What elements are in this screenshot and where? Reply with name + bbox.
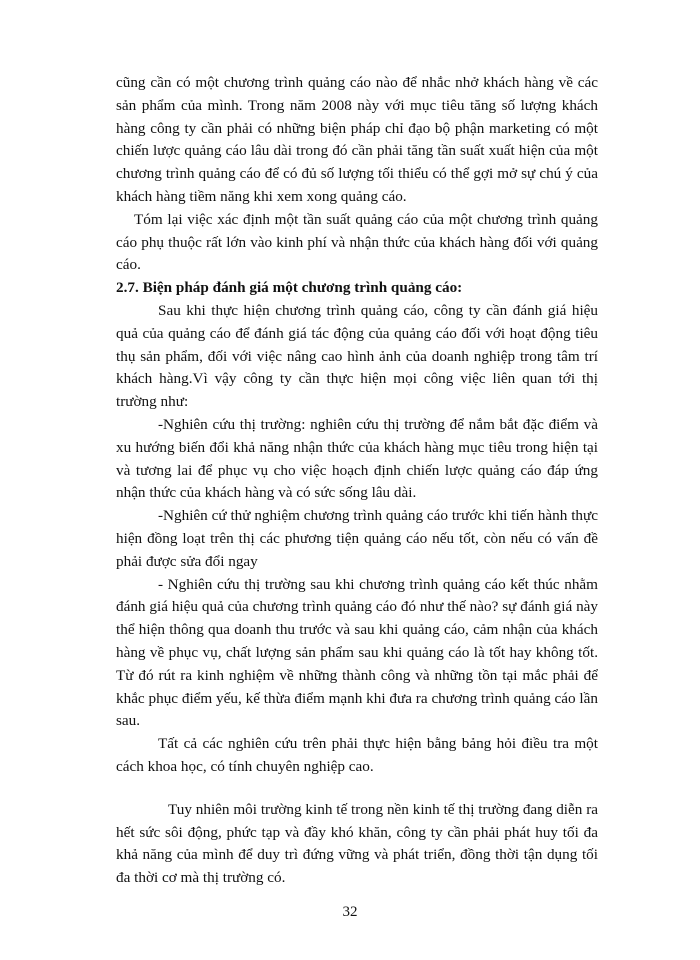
paragraph-market-research: -Nghiên cứu thị trường: nghiên cứu thị trường để nắm bắt đặc điểm và xu hướng biến đổi khả năng nhận thức của khách hàng mục tiêu trong hiện tại và tương lai để phục vụ cho việc hoạch định chiến lược quảng cáo đáp ứng nhận thức của khách hàng và có sức sống lâu dài. — [116, 415, 598, 502]
paragraph-closing: Tuy nhiên môi trường kinh tế trong nền kinh tế thị trường đang diễn ra hết sức sôi động, phức tạp và đầy khó khăn, công ty cần phải phát huy tối đa khả năng của mình để duy trì đứng vững và phát triển, đồng thời tận dụng tối đa thời cơ mà thị trường có. — [116, 800, 598, 887]
section-heading: 2.7. Biện pháp đánh giá một chương trình quảng cáo: — [116, 279, 463, 297]
document-page — [116, 72, 598, 890]
paragraph-continuation: cũng cần có một chương trình quảng cáo nào để nhắc nhở khách hàng về các sản phẩm của mình. Trong năm 2008 này với mục tiêu tăng số lượng khách hàng công ty cần phải có những biện pháp chỉ đạo bộ phận marketing có một chiến lược quảng cáo lâu dài trong đó cần phải tăng tần suất xuất hiện của một chương trình quảng cáo để có đủ số lượng tối thiểu có thể gợi mở sự chú ý của khách hàng tiềm năng khi xem xong quảng cáo. — [116, 74, 598, 205]
paragraph-intro: Sau khi thực hiện chương trình quảng cáo, công ty cần đánh giá hiệu quả của quảng cáo để đánh giá tác động của quảng cáo đối với hoạt động tiêu thụ sản phẩm, đối với việc nâng cao hình ảnh của doanh nghiệp trong tâm trí khách hàng.Vì vậy công ty cần thực hiện mọi công việc liên quan tới thị trường như: — [116, 301, 598, 411]
paragraph-pretest: -Nghiên cứ thử nghiệm chương trình quảng cáo trước khi tiến hành thực hiện đồng loạt trên thị các phương tiện quảng cáo nếu tốt, còn nếu có vấn đề phải được sửa đổi ngay — [116, 507, 598, 570]
paragraph-gap — [116, 779, 598, 799]
paragraph-summary: Tóm lại việc xác định một tần suất quảng cáo của một chương trình quảng cáo phụ thuộc rất lớn vào kinh phí và nhận thức của khách hàng đối với quảng cáo. — [116, 210, 598, 274]
paragraph-posttest: - Nghiên cứu thị trường sau khi chương trình quảng cáo kết thúc nhằm đánh giá hiệu quả của chương trình quảng cáo đó như thế nào? sự đánh giá này thể hiện thông qua doanh thu trước và sau khi quảng cáo, cảm nhận của khách hàng về phục vụ, chất lượng sản phẩm sau khi quảng cáo là tốt hay không tốt. Từ đó rút ra kinh nghiệm về những thành công và những tồn tại mắc phải để khắc phục điểm yếu, kế thừa điểm mạnh khi đưa ra chương trình quảng cáo lần sau. — [116, 575, 598, 730]
paragraph-survey: Tất cả các nghiên cứu trên phải thực hiện bằng bảng hỏi điều tra một cách khoa học, có tính chuyên nghiệp cao. — [116, 735, 598, 775]
page-number: 32 — [342, 904, 358, 920]
